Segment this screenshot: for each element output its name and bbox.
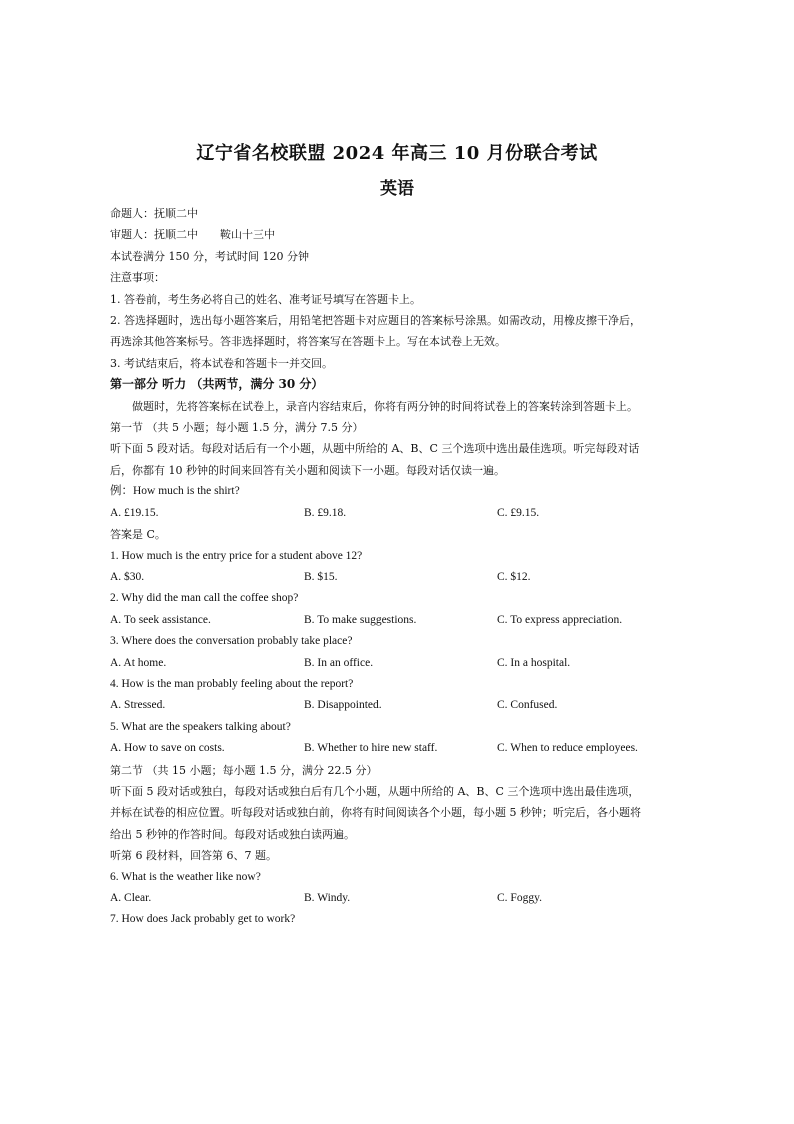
question-1: 1. How much is the entry price for a student above 12? xyxy=(110,549,363,562)
q2-option-c: C. To express appreciation. xyxy=(497,613,623,626)
q3-option-a: A. At home. xyxy=(110,656,167,669)
exam-subject: 英语 xyxy=(380,179,414,199)
question-7: 7. How does Jack probably get to work? xyxy=(110,913,296,926)
setter-line: 命题人：抚顺二中 xyxy=(110,207,198,220)
q4-option-a: A. Stressed. xyxy=(110,699,166,712)
section2-heading: 第二节 （共 15 小题；每小题 1.5 分，满分 22.5 分） xyxy=(110,763,378,777)
question-6-options xyxy=(110,888,690,909)
example-options xyxy=(110,503,690,524)
exam-title: 辽宁省名校联盟 2024 年高三 10 月份联合考试 xyxy=(196,143,598,164)
notice-title: 注意事项： xyxy=(110,271,165,285)
q6-option-a: A. Clear. xyxy=(110,892,152,904)
example-option-b: B. £9.18. xyxy=(304,506,347,519)
example-option-c: C. £9.15. xyxy=(497,506,540,519)
reviewer-line xyxy=(110,224,690,245)
example-option-a: A. £19.15. xyxy=(110,506,159,519)
section1-instr-b: 后，你都有 10 秒钟的时间来回答有关小题和阅读下一小题。每段对话仅读一遍。 xyxy=(110,463,505,477)
exam-content xyxy=(110,203,690,931)
section2-instr-a: 听下面 5 段对话或独白，每段对话或独白后有几个小题，从题中所给的 A、B、C 三个选项中选出最佳选项， xyxy=(110,784,640,798)
part1-intro: 做题时，先将答案标在试卷上，录音内容结束后，你将有两分钟的时间将试卷上的答案转涂到答题卡上。 xyxy=(132,399,638,413)
question-3: 3. Where does the conversation probably take place? xyxy=(110,635,353,648)
q4-option-c: C. Confused. xyxy=(497,699,558,712)
question-6: 6. What is the weather like now? xyxy=(110,870,261,883)
q5-option-c: C. When to reduce employees. xyxy=(497,742,638,755)
part1-heading: 第一部分 听力 （共两节，满分 30 分） xyxy=(110,377,324,392)
question-2-options xyxy=(110,610,690,631)
q1-option-b: B. $15. xyxy=(304,570,338,583)
notice-3: 3. 考试结束后，将本试卷和答题卡一并交回。 xyxy=(110,356,333,370)
section1-instr-a: 听下面 5 段对话。每段对话后有一个小题，从题中所给的 A、B、C 三个选项中选出最佳选项。听完每段对话 xyxy=(110,442,640,456)
question-4-options xyxy=(110,695,690,716)
example-question: 例：How much is the shirt? xyxy=(110,485,240,498)
q5-option-b: B. Whether to hire new staff. xyxy=(304,742,438,755)
notice-2b: 再选涂其他答案标号。答非选择题时，将答案写在答题卡上。写在本试卷上无效。 xyxy=(110,335,506,349)
section1-heading: 第一节 （共 5 小题；每小题 1.5 分，满分 7.5 分） xyxy=(110,421,364,435)
reviewer-a: 审题人：抚顺二中 xyxy=(110,228,198,242)
q5-option-a: A. How to save on costs. xyxy=(110,742,225,755)
question-5: 5. What are the speakers talking about? xyxy=(110,720,291,733)
q3-option-c: C. In a hospital. xyxy=(497,656,571,669)
q6-option-b: B. Windy. xyxy=(304,892,351,904)
question-2: 2. Why did the man call the coffee shop? xyxy=(110,592,299,605)
question-1-options xyxy=(110,567,690,588)
q3-option-b: B. In an office. xyxy=(304,656,374,669)
section2-instr-b: 并标在试卷的相应位置。听每段对话或独白前，你将有时间阅读各个小题，每小题 5 秒钟；听完后，各小题将 xyxy=(110,806,641,820)
q2-option-a: A. To seek assistance. xyxy=(110,613,211,626)
question-5-options xyxy=(110,738,690,759)
score-time-line: 本试卷满分 150 分，考试时间 120 分钟 xyxy=(110,249,309,263)
q2-option-b: B. To make suggestions. xyxy=(304,613,417,626)
question-3-options xyxy=(110,653,690,674)
q1-option-c: C. $12. xyxy=(497,570,531,583)
q4-option-b: B. Disappointed. xyxy=(304,699,382,712)
section2-instr-c: 给出 5 秒钟的作答时间。每段对话或独白读两遍。 xyxy=(110,827,355,841)
question-4: 4. How is the man probably feeling about the report? xyxy=(110,677,354,690)
q6-option-c: C. Foggy. xyxy=(497,892,542,904)
notice-2a: 2. 答选择题时，选出每小题答案后，用铅笔把答题卡对应题目的答案标号涂黑。如需改动，用橡皮擦干净后， xyxy=(110,314,641,328)
q1-option-a: A. $30. xyxy=(110,570,145,583)
reviewer-b: 鞍山十三中 xyxy=(220,228,275,242)
example-answer: 答案是 C。 xyxy=(110,528,166,542)
notice-1: 1. 答卷前，考生务必将自己的姓名、准考证号填写在答题卡上。 xyxy=(110,292,421,306)
material-6: 听第 6 段材料，回答第 6、7 题。 xyxy=(110,849,277,863)
